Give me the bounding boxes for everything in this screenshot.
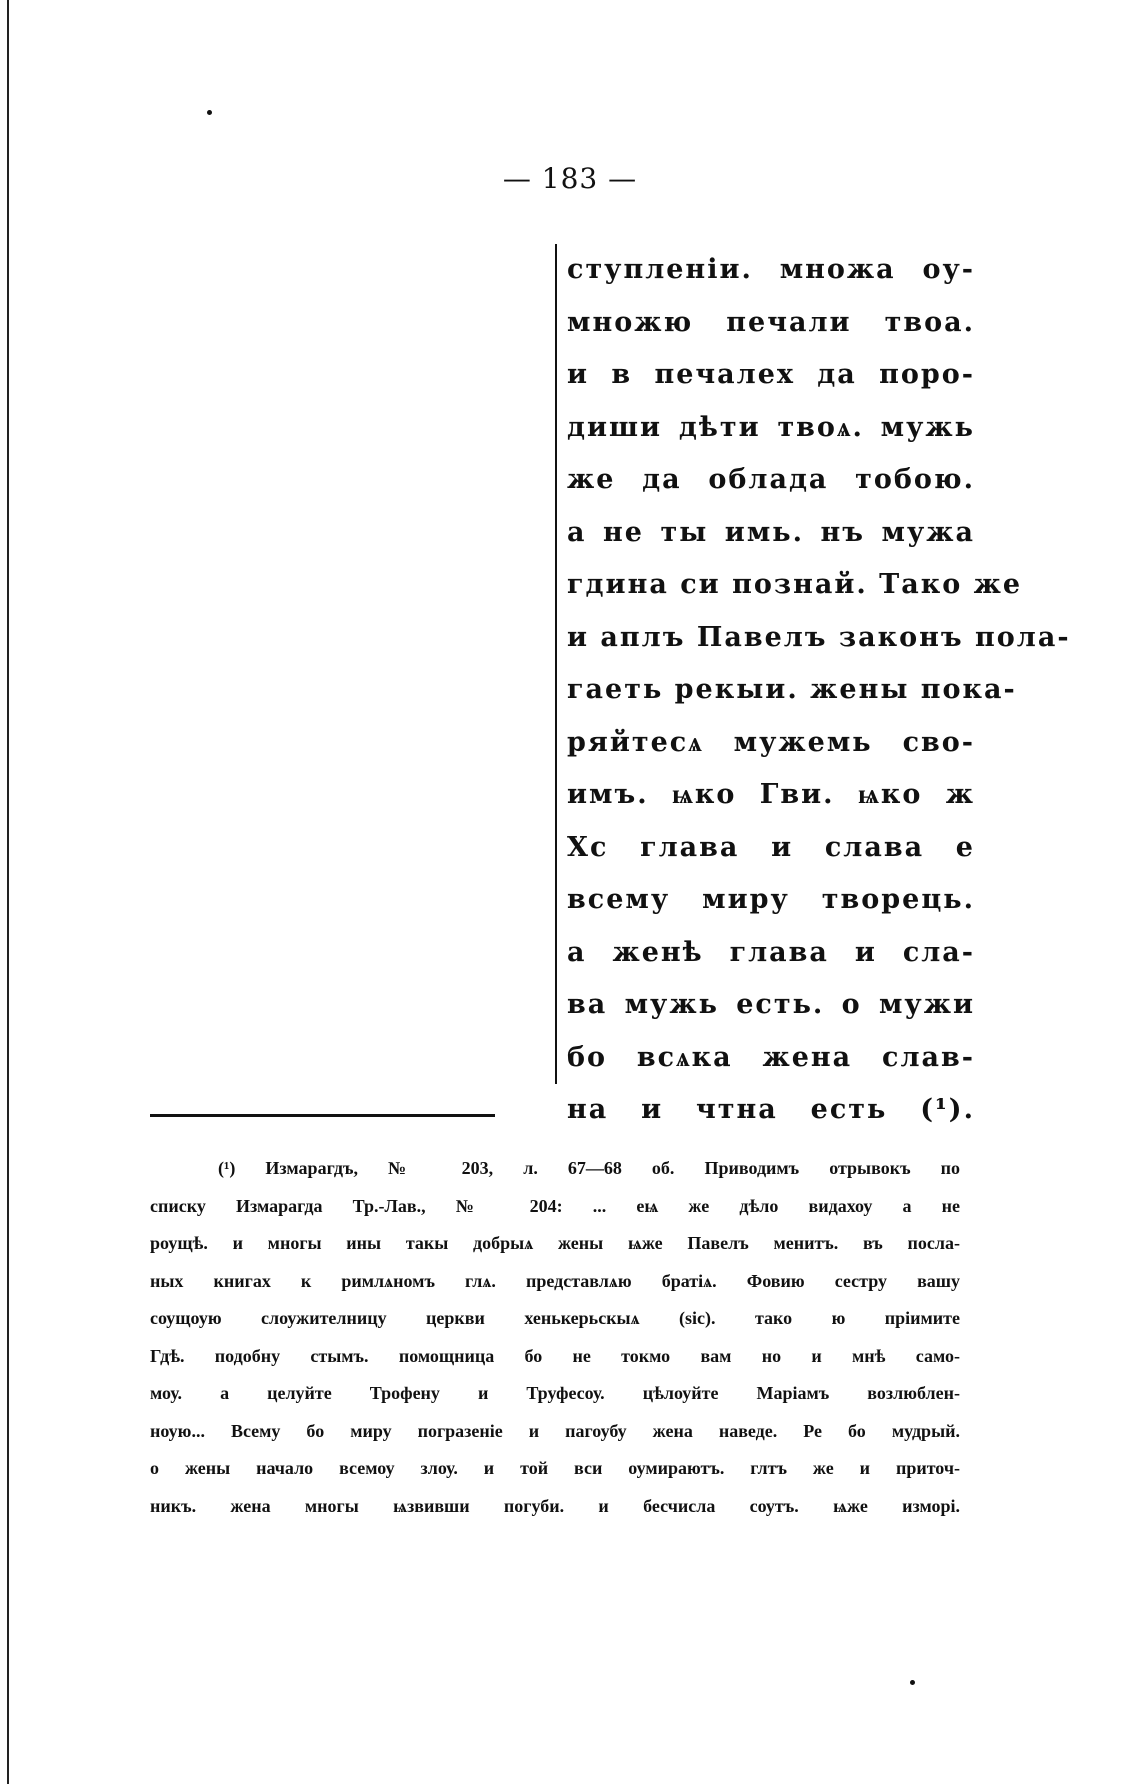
main-text-line: ряйтесѧ мужемь сво- xyxy=(567,726,975,758)
main-text-line: ступленіи. множа оу- xyxy=(567,254,975,285)
page-number: — 183 — xyxy=(502,162,638,195)
footnote-line: Гдѣ. подобну стымъ. помощница бо не токмо вам но и мнѣ само- xyxy=(150,1345,960,1366)
footnote-line: ных книгах к римлѧномъ глѧ. представлѧю братіѧ. Фовию сестру вашу xyxy=(150,1270,960,1291)
scan-edge-line xyxy=(7,0,9,1784)
main-text-column xyxy=(555,244,1071,1125)
main-text-line: ва мужь есть. о мужи xyxy=(567,989,975,1020)
main-text-line: а женѣ глава и сла- xyxy=(567,936,975,968)
speck-top xyxy=(207,110,212,115)
footnote xyxy=(150,1150,960,1525)
footnote-line: никъ. жена многы ѩзвивши погуби. и бесчисла соутъ. ѩже изморі. xyxy=(150,1495,960,1516)
main-text-line: всему миру творець. xyxy=(567,884,975,915)
main-text-line: Хс глава и слава е xyxy=(567,831,975,863)
main-text-line: гдина си познай. Тако же xyxy=(567,569,1023,600)
main-text-line: диши дѣти твоѧ. мужь xyxy=(567,411,975,443)
footnote-line: моу. а целуйте Трофену и Труфесоу. цѣлоуйте Маріамъ возлюблен- xyxy=(150,1383,960,1403)
main-text-line: же да облада тобою. xyxy=(567,464,975,495)
footnote-separator-rule xyxy=(150,1114,495,1117)
footnote-line: ноую... Всему бо миру погразеніе и пагоубу жена наведе. Ре бо мудрый. xyxy=(150,1420,960,1441)
footnote-line: соущоую слоужителницу церкви хенькерьскыѧ (sic). тако ю пріимите xyxy=(150,1308,960,1328)
footnote-line: роущѣ. и многы ины такы добрыѧ жены ѩже Павелъ менитъ. въ посла- xyxy=(150,1233,960,1253)
main-text-line: бо всѧка жена слав- xyxy=(567,1041,975,1073)
main-text-line: и в печалех да поро- xyxy=(567,359,975,390)
main-text-line: гаеть рекыи. жены пока- xyxy=(567,674,1017,705)
footnote-line: списку Измарагда Тр.-Лав., № 204: ... еѩ же дѣло видахоу а не xyxy=(150,1195,960,1216)
main-text-line: имъ. ѩко Гви. ѩко ж xyxy=(567,779,975,810)
speck-bottom xyxy=(910,1680,915,1685)
main-text-line: и аплъ Павелъ законъ пола- xyxy=(567,621,1071,653)
main-text-line: множю печали твоа. xyxy=(567,306,975,338)
main-text-line: а не ты имь. нъ мужа xyxy=(567,516,975,548)
main-text-line: на и чтна есть (¹). xyxy=(567,1094,975,1125)
footnote-line: (¹) Измарагдъ, № 203, л. 67—68 об. Приводимъ отрывокъ по xyxy=(218,1158,960,1178)
footnote-line: о жены начало всемоу злоу. и той вси оумираютъ. глтъ же и приточ- xyxy=(150,1458,960,1478)
